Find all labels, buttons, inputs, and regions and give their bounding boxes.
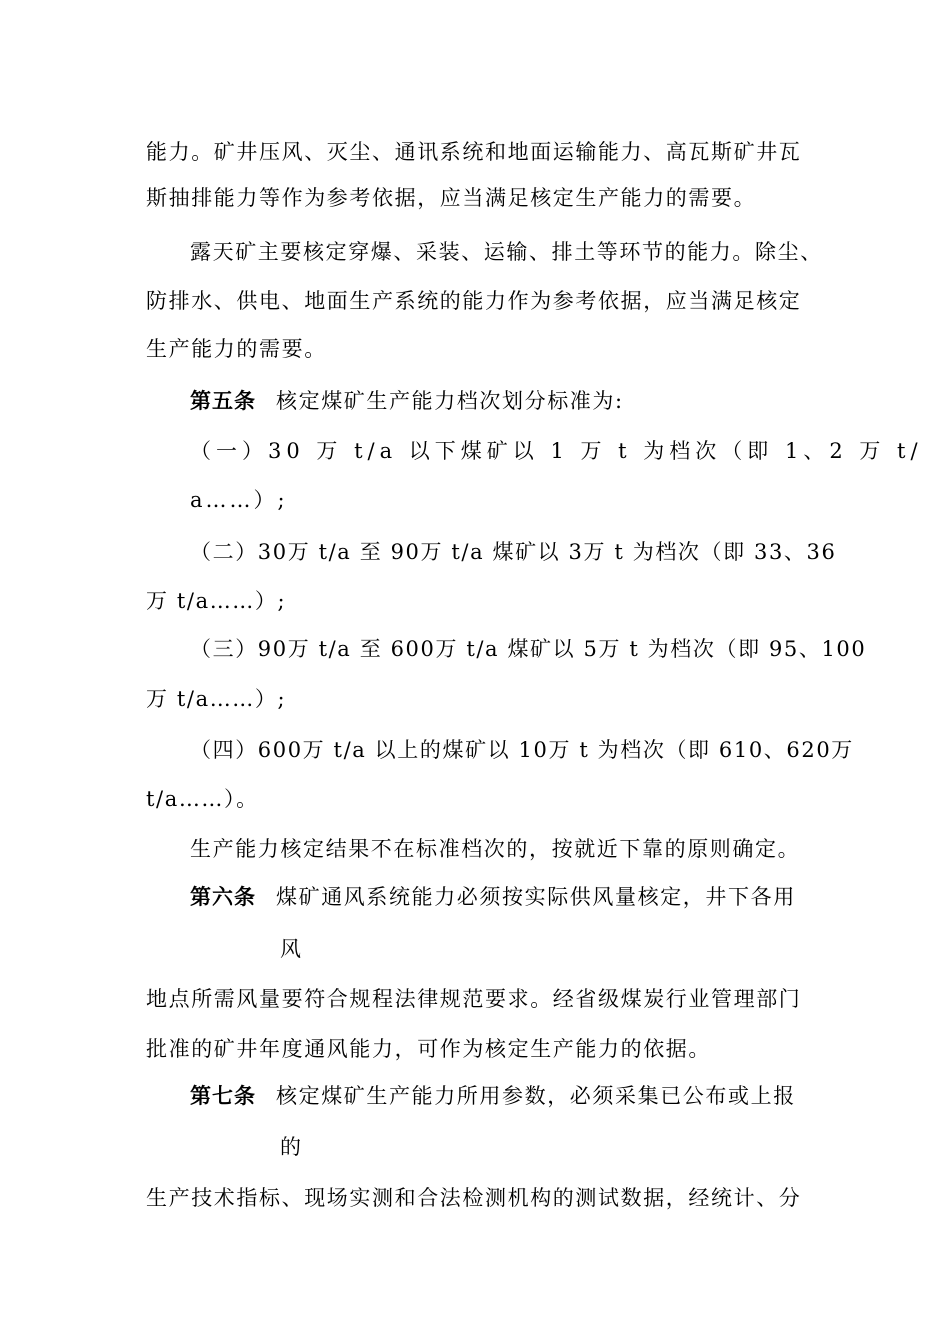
paragraph-line: 批准的矿井年度通风能力，可作为核定生产能力的依据。 (146, 1037, 711, 1061)
list-item-4: （四）600万 t/a 以上的煤矿以 10万 t 为档次（即 610、620万 (190, 738, 854, 762)
paragraph-line: 防排水、供电、地面生产系统的能力作为参考依据，应当满足核定 (146, 289, 802, 313)
list-item-2: （二）30万 t/a 至 90万 t/a 煤矿以 3万 t 为档次（即 33、36 (190, 540, 837, 564)
article-7-line (190, 1081, 870, 1111)
paragraph-line: 斯抽排能力等作为参考依据，应当满足核定生产能力的需要。 (146, 186, 757, 210)
list-item-4-cont: t/a……）。 (146, 787, 259, 811)
paragraph-line: 生产技术指标、现场实测和合法检测机构的测试数据，经统计、分 (146, 1186, 802, 1210)
paragraph-line: 生产能力核定结果不在标准档次的，按就近下靠的原则确定。 (190, 837, 801, 861)
list-item-1: （一）30 万 t/a 以下煤矿以 1 万 t 为档次（即 1、2 万 t/ (190, 439, 923, 463)
article-5-line (190, 386, 870, 416)
article-6-line (190, 882, 870, 912)
paragraph-line: 生产能力的需要。 (146, 337, 327, 361)
article-6-text: 煤矿通风系统能力必须按实际供风量核定，井下各用 (276, 885, 796, 909)
paragraph-line: 能力。矿井压风、灭尘、通讯系统和地面运输能力、高瓦斯矿井瓦 (146, 140, 802, 164)
article-7-wrap: 的 (280, 1135, 303, 1159)
list-item-3: （三）90万 t/a 至 600万 t/a 煤矿以 5万 t 为档次（即 95、100 (190, 637, 867, 661)
paragraph-line: 地点所需风量要符合规程法律规范要求。经省级煤炭行业管理部门 (146, 987, 802, 1011)
article-5-text: 核定煤矿生产能力档次划分标准为: (276, 389, 624, 413)
article-6-heading: 第六条 (190, 885, 256, 909)
article-6-wrap: 风 (280, 937, 303, 961)
paragraph-line: 露天矿主要核定穿爆、采装、运输、排土等环节的能力。除尘、 (190, 240, 823, 264)
article-5-heading: 第五条 (190, 389, 256, 413)
list-item-1-cont: a……）; (190, 488, 288, 512)
list-item-3-cont: 万 t/a……）; (146, 687, 287, 711)
article-7-text: 核定煤矿生产能力所用参数，必须采集已公布或上报 (276, 1084, 796, 1108)
list-item-2-cont: 万 t/a……）; (146, 589, 287, 613)
article-7-heading: 第七条 (190, 1084, 256, 1108)
